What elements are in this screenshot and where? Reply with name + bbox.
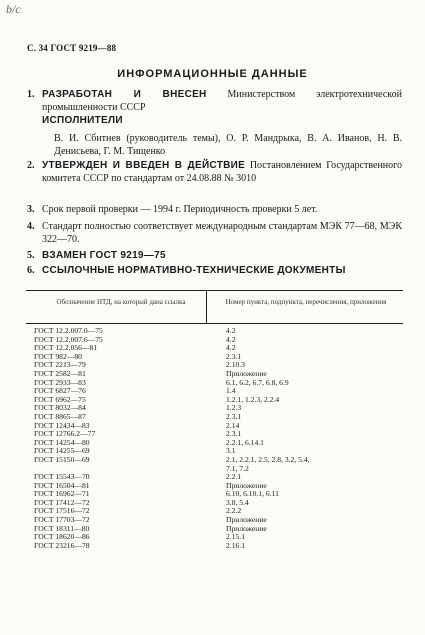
document-designation: ГОСТ 12434—83 [34,420,90,430]
clause-reference: 7.1, 7.2 [226,463,249,473]
table-column-divider [206,290,207,323]
document-designation: ГОСТ 16504—81 [34,480,90,490]
item-number: 1. [27,89,35,100]
document-designation: ГОСТ 12.2.007.0—75 [34,326,103,335]
clause-reference: 2.16.1 [226,540,245,550]
page-header: С. 34 ГОСТ 9219—88 [27,43,117,53]
table-body [26,327,403,550]
clause-reference: Приложение [226,368,267,378]
clause-reference: 2.3.1 [226,411,242,421]
clause-reference: 1.2.3 [226,403,242,413]
table-row [26,344,403,353]
item-heading: РАЗРАБОТАН И ВНЕСЕН [42,89,207,100]
table-header-rule [26,323,403,324]
clause-reference: 6.10, 6.10.1, 6.11 [226,489,279,499]
table-header-document: Обозначение НТД, на который дана ссылка [56,298,186,306]
clause-reference: 2.2.1 [226,472,242,482]
table-row [26,456,403,465]
item-number: 4. [27,221,35,232]
document-designation: ГОСТ 18311—80 [34,523,90,533]
document-designation: ГОСТ 982—80 [34,351,82,361]
document-designation: ГОСТ 6827—76 [34,386,86,396]
clause-reference: 4.2 [226,343,236,353]
document-designation: ГОСТ 2213—79 [34,360,86,370]
table-row [26,542,403,551]
document-designation: ГОСТ 6962—75 [34,394,86,404]
clause-reference: 4.2 [226,334,236,344]
document-designation: ГОСТ 12.2.056—81 [34,343,98,353]
clause-reference: 1.4 [226,386,236,396]
item-number: 5. [27,250,35,261]
document-designation: ГОСТ 15150—69 [34,454,90,464]
clause-reference: 2.2.1, 6.14.1 [226,437,264,447]
item-compliance [27,220,402,246]
document-designation: ГОСТ 2582—81 [34,368,86,378]
handwritten-mark: b/c [6,2,21,16]
item-replaces [27,249,402,262]
document-designation: ГОСТ 15543—70 [34,472,90,482]
item-heading: УТВЕРЖДЕН И ВВЕДЕН В ДЕЙСТВИЕ [42,160,246,171]
document-designation: ГОСТ 16962—71 [34,489,90,499]
clause-reference: 2.10.3 [226,360,245,370]
item-heading: ВЗАМЕН ГОСТ 9219—75 [42,250,166,261]
clause-reference: 2.3.1 [226,351,242,361]
clause-reference: Приложение [226,523,267,533]
clause-reference: 3.8, 5.4 [226,497,249,507]
item-references [27,264,402,277]
clause-reference: 4.2 [226,326,236,335]
document-designation: ГОСТ 14254—80 [34,437,90,447]
clause-reference: 2.1, 2.2.1, 2.5, 2.8, 3.2, 5.4, [226,454,310,464]
table-top-rule [26,290,403,291]
document-designation: ГОСТ 12.2.007.6—75 [34,334,103,344]
document-designation: ГОСТ 2933—83 [34,377,86,387]
document-designation: ГОСТ 17516—72 [34,506,90,516]
performers-list: В. И. Сбитнев (руководитель темы), О. Р. Мандрыка, В. А. Иванов, Н. В. Денисьева, Г. М. Тищенко [54,133,402,157]
item-check-period [27,203,402,216]
item-text: Срок первой проверки — 1994 г. Периодичность проверки 5 лет. [42,204,318,215]
table-header-clause: Номер пункта, подпункта, перечисления, приложения [225,298,387,306]
clause-reference: 2.15.1 [226,532,245,542]
document-designation: ГОСТ 18620—86 [34,532,90,542]
clause-reference: 3.1 [226,446,236,456]
page-title: ИНФОРМАЦИОННЫЕ ДАННЫЕ [117,68,308,80]
document-designation: ГОСТ 12766.2—77 [34,429,96,439]
clause-reference: Приложение [226,515,267,525]
item-developed [27,88,402,114]
document-designation: ГОСТ 17412—72 [34,497,90,507]
document-designation: ГОСТ 8865—87 [34,411,86,421]
item-approved [27,159,402,185]
item-heading: ССЫЛОЧНЫЕ НОРМАТИВНО-ТЕХНИЧЕСКИЕ ДОКУМЕНТЫ [42,265,346,276]
performers-heading: ИСПОЛНИТЕЛИ [42,115,123,126]
clause-reference: 2.14 [226,420,240,430]
document-designation: ГОСТ 17703—72 [34,515,90,525]
clause-reference: Приложение [226,480,267,490]
clause-reference: 2.3.1 [226,429,242,439]
document-designation: ГОСТ 8032—84 [34,403,86,413]
clause-reference: 2.2.2 [226,506,242,516]
item-text: Министерством электротехнической промышленности СССР [42,89,402,113]
performers-block [27,114,402,158]
item-number: 2. [27,160,35,171]
item-number: 3. [27,204,35,215]
document-designation: ГОСТ 23216—78 [34,540,90,550]
document-designation: ГОСТ 14255—69 [34,446,90,456]
clause-reference: 6.1, 6.2, 6.7, 6.8, 6.9 [226,377,289,387]
item-number: 6. [27,265,35,276]
item-text: Стандарт полностью соответствует международным стандартам МЭК 77—68, МЭК 322—70. [42,221,402,245]
item-text: Постановлением Государственного комитета СССР по стандартам от 24.08.88 № 3010 [42,160,403,184]
clause-reference: 1.2.1, 1.2.3, 2.2.4 [226,394,280,404]
